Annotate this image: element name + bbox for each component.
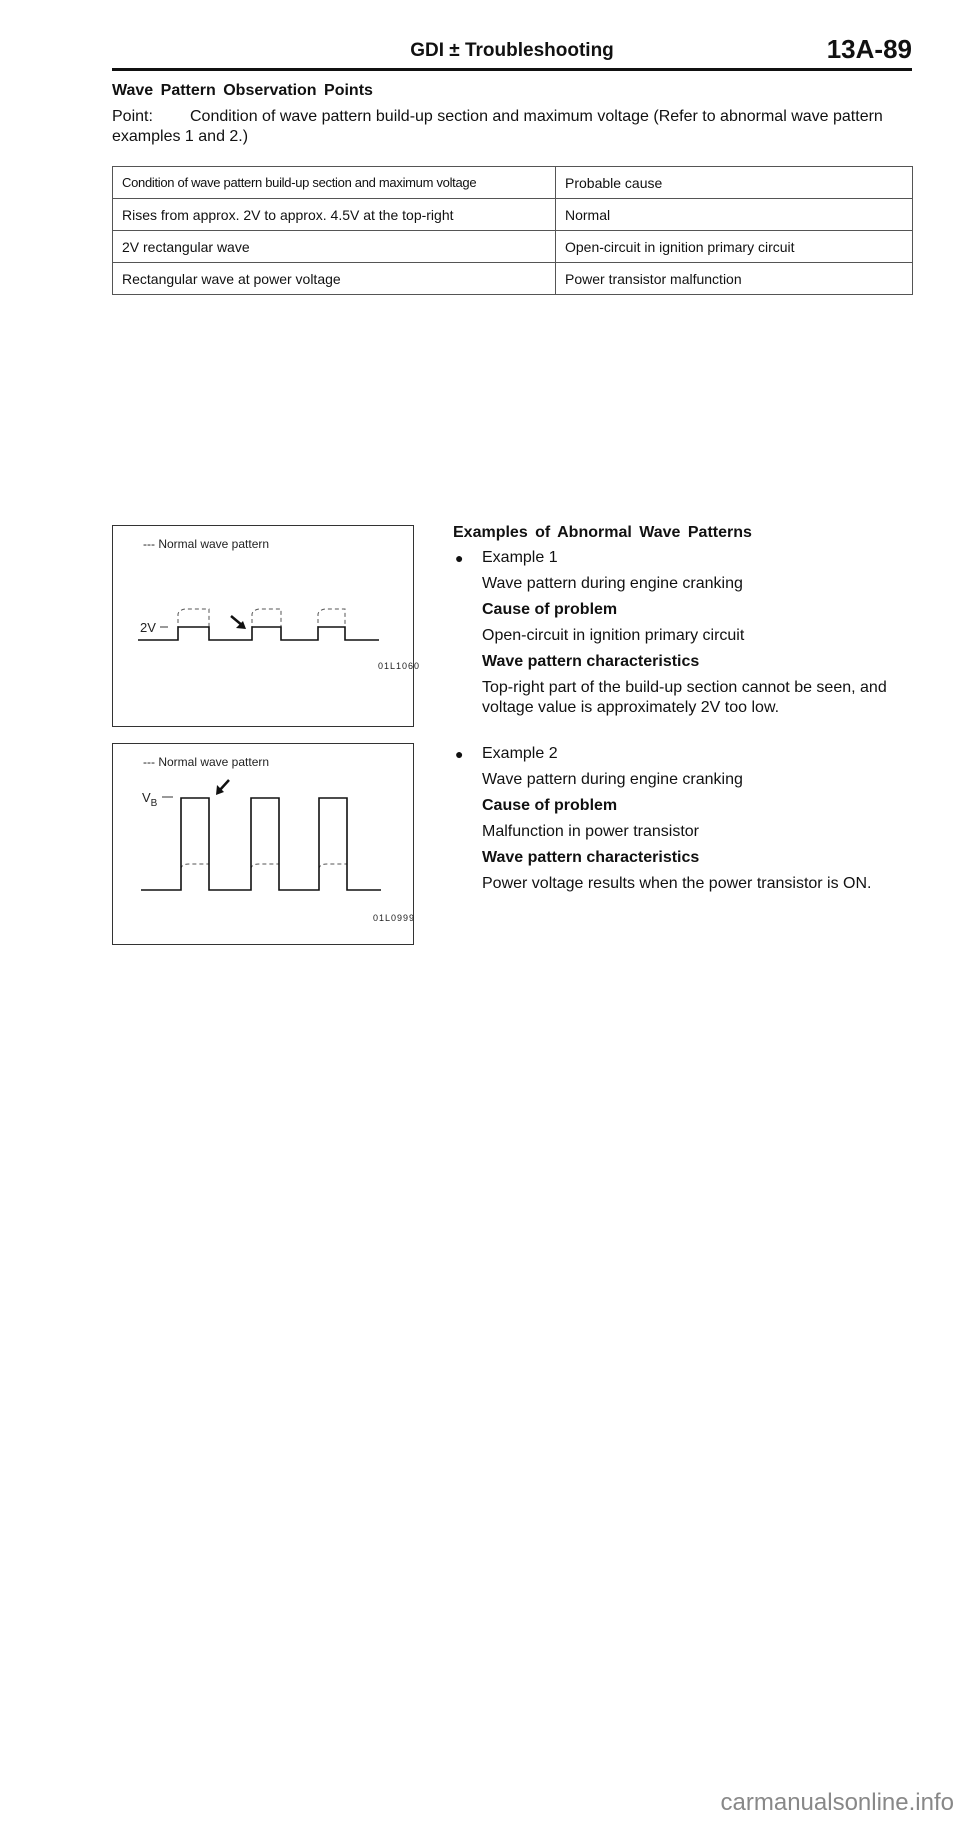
example-2-title-row	[453, 744, 913, 764]
examples-section	[453, 524, 913, 718]
table-row	[113, 231, 913, 263]
normal-wave-dashed	[181, 864, 347, 890]
example-2-char-label: Wave pattern characteristics	[482, 849, 700, 866]
figure-legend: --- Normal wave pattern	[143, 755, 270, 769]
waveform-figure-1	[113, 526, 421, 726]
point-text: Condition of wave pattern build-up section and maximum voltage (Refer to abnormal wave pattern examples 1 and 2.)	[112, 108, 883, 145]
table-cell: Power transistor malfunction	[556, 263, 913, 295]
level-label-2v: 2V	[140, 620, 156, 635]
example-1-title-row	[453, 548, 913, 568]
example-1-characteristics: Top-right part of the build-up section cannot be seen, and voltage value is approximately 2V too low.	[482, 679, 887, 716]
level-label-sub: B	[150, 798, 158, 809]
figure-code: 01L0999	[373, 913, 416, 923]
figure-example-1	[112, 525, 421, 727]
example-1-char-label: Wave pattern characteristics	[482, 653, 700, 670]
bullet-icon: ●	[455, 746, 464, 762]
table-header-condition: Condition of wave pattern build-up section and maximum voltage	[113, 167, 556, 199]
table-header-row	[113, 167, 913, 199]
cause-table	[112, 166, 913, 295]
figure-legend: --- Normal wave pattern	[143, 537, 270, 551]
page-title: GDI ± Troubleshooting	[410, 40, 614, 61]
page-header	[112, 34, 912, 71]
figure-example-2	[112, 743, 414, 945]
example-2-cause-label: Cause of problem	[482, 797, 618, 814]
example-2-section	[453, 744, 913, 894]
table-cell: Open-circuit in ignition primary circuit	[556, 231, 913, 263]
page-number: 13A-89	[826, 34, 912, 64]
table-cell: Rises from approx. 2V to approx. 4.5V at the top-right	[113, 199, 556, 231]
point-label: Point:	[112, 108, 153, 125]
watermark: carmanualsonline.info	[720, 1789, 954, 1816]
example-2-cause: Malfunction in power transistor	[482, 823, 699, 840]
bullet-icon: ●	[455, 550, 464, 566]
example-1-cause-label: Cause of problem	[482, 601, 618, 618]
example-2-condition: Wave pattern during engine cranking	[482, 771, 743, 788]
section-heading: Wave Pattern Observation Points	[112, 82, 373, 99]
example-1-title: Example 1	[482, 549, 558, 566]
table-header-cause: Probable cause	[556, 167, 913, 199]
table-cell: 2V rectangular wave	[113, 231, 556, 263]
normal-wave-dashed	[178, 609, 345, 637]
figure-code: 01L1060	[378, 661, 421, 671]
example-2-title: Example 2	[482, 745, 558, 762]
abnormal-wave	[138, 627, 379, 640]
example-1-cause: Open-circuit in ignition primary circuit	[482, 627, 745, 644]
waveform-figure-2	[113, 744, 416, 944]
table-cell: Rectangular wave at power voltage	[113, 263, 556, 295]
example-1-condition: Wave pattern during engine cranking	[482, 575, 743, 592]
level-label-v: V	[142, 790, 151, 805]
abnormal-wave	[141, 798, 381, 890]
example-2-characteristics: Power voltage results when the power transistor is ON.	[482, 875, 872, 892]
table-row	[113, 263, 913, 295]
table-cell: Normal	[556, 199, 913, 231]
level-label-vb	[142, 790, 158, 809]
examples-heading: Examples of Abnormal Wave Patterns	[453, 524, 752, 541]
point-paragraph	[112, 107, 912, 147]
table-row	[113, 199, 913, 231]
